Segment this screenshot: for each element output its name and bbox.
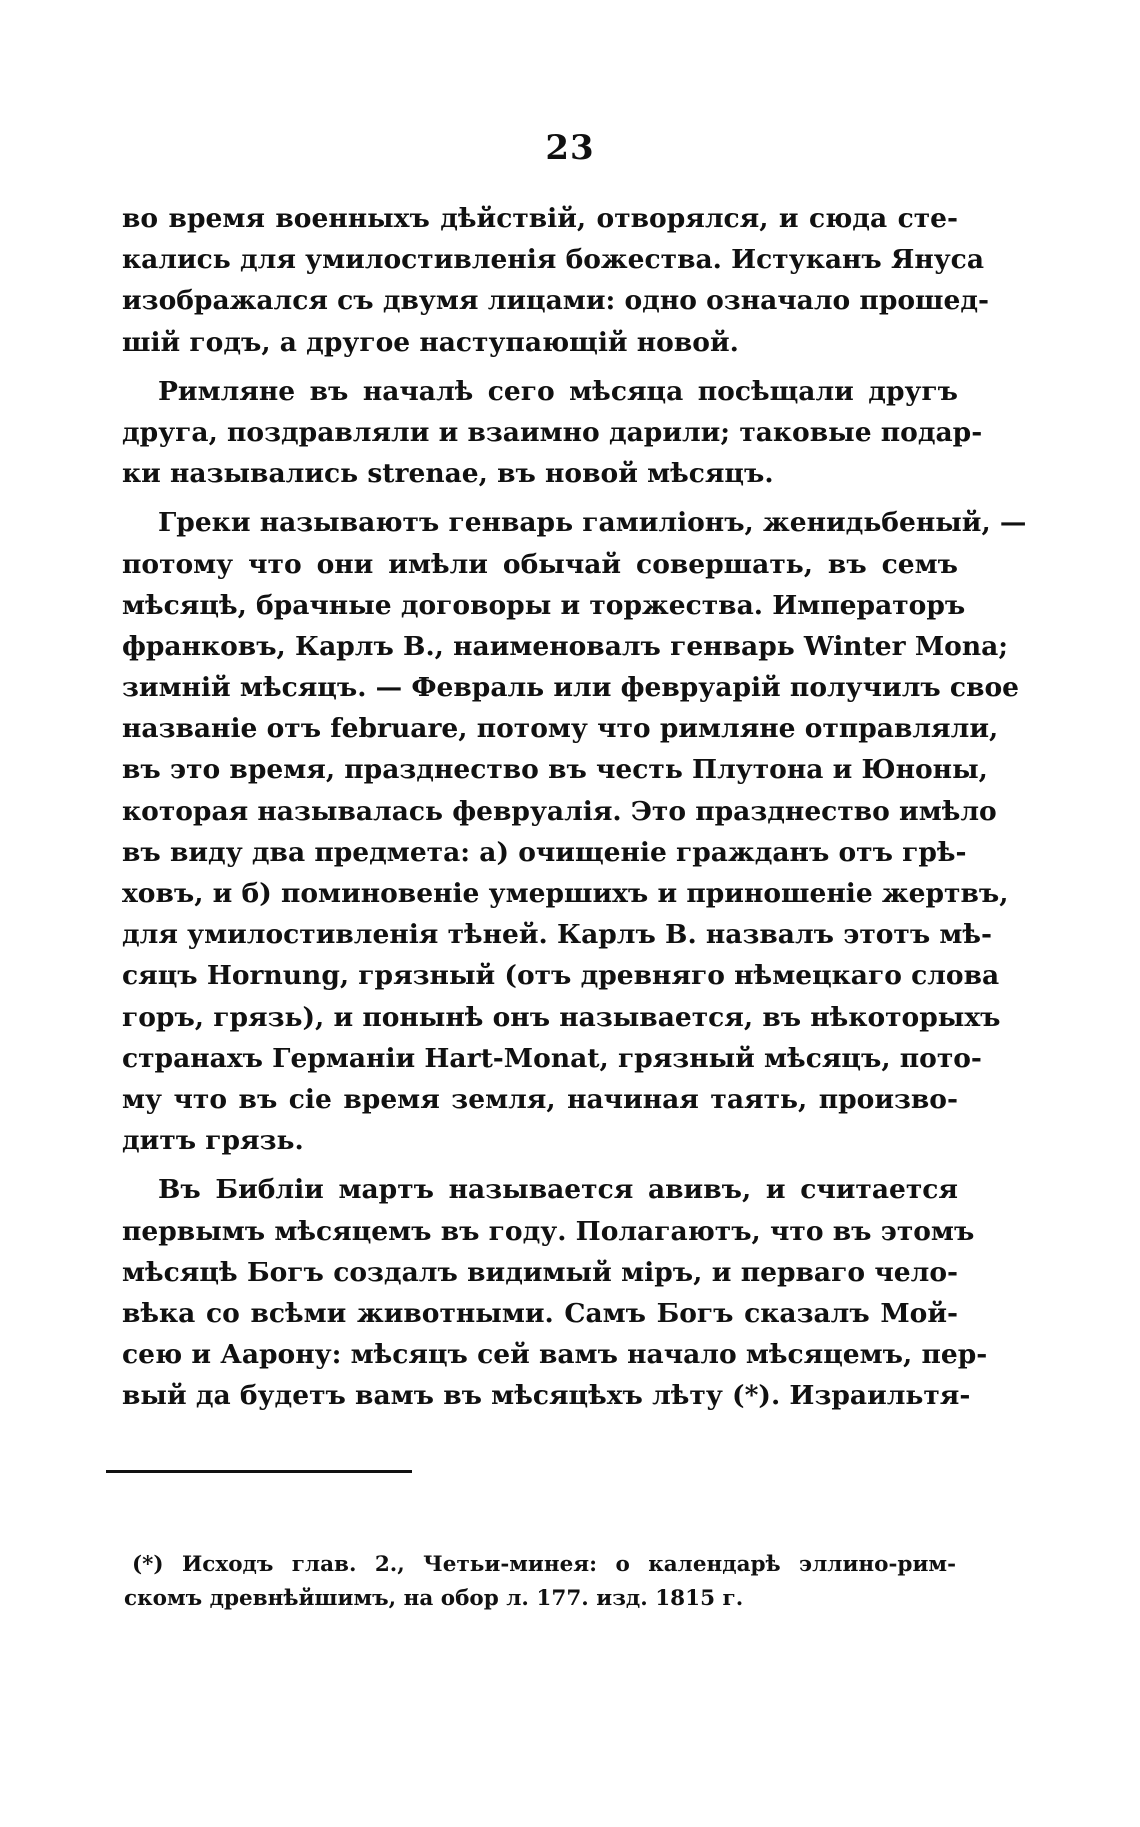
page-number: 23 [545, 128, 595, 168]
paragraph-gap [122, 494, 958, 502]
body-text [122, 198, 1027, 1416]
paragraph-gap [122, 363, 958, 371]
text-line: му что въ сіе время земля, начиная таять, произво- [122, 1083, 958, 1115]
text-line: во время военныхъ дѣйствій, отворялся, и сюда сте- [122, 203, 958, 234]
text-line: которая называлась февруалія. Это празднество имѣло [122, 795, 997, 827]
text-line: вѣка со всѣми животными. Самъ Богъ сказалъ Мой- [122, 1297, 958, 1329]
text-line: потому что они имѣли обычай совершать, въ семъ [122, 548, 958, 580]
text-line: шій годъ, а другое наступающій новой. [122, 326, 739, 358]
text-line: зимній мѣсяцъ. — Февраль или февруарій получилъ свое [122, 672, 1020, 704]
text-line: мѣсяцѣ, брачные договоры и торжества. Императоръ [122, 589, 966, 621]
text-line: изображался съ двумя лицами: одно означало прошед- [122, 285, 990, 317]
footnote-line: скомъ древнѣйшимъ, на обор л. 177. изд. 1815 г. [124, 1586, 744, 1611]
text-line: въ виду два предмета: а) очищеніе гражданъ отъ грѣ- [122, 836, 967, 868]
text-line: Греки называютъ генварь гамиліонъ, женидьбеный, — [158, 507, 1027, 539]
text-line: первымъ мѣсяцемъ въ году. Полагаютъ, что въ этомъ [122, 1215, 975, 1247]
text-line: Римляне въ началѣ сего мѣсяца посѣщали другъ [158, 375, 958, 407]
text-line: сею и Аарону: мѣсяцъ сей вамъ начало мѣсяцемъ, пер- [122, 1339, 988, 1371]
text-line: горъ, грязь), и понынѣ онъ называется, въ нѣкоторыхъ [122, 1001, 1001, 1033]
text-line: Въ Библіи мартъ называется авивъ, и считается [158, 1174, 958, 1206]
text-line: мѣсяцѣ Богъ создалъ видимый міръ, и перваго чело- [122, 1256, 958, 1288]
text-line: въ это время, празднество въ честь Плутона и Юноны, [122, 754, 988, 786]
text-line: кались для умилостивленія божества. Истуканъ Януса [122, 244, 984, 276]
text-line: ховъ, и б) поминовеніе умершихъ и приношеніе жертвъ, [122, 878, 1009, 909]
text-line: дитъ грязь. [122, 1125, 304, 1157]
text-line: ки назывались strenae, въ новой мѣсяцъ. [122, 458, 774, 490]
text-line: друга, поздравляли и взаимно дарили; таковые подар- [122, 416, 983, 448]
footnote-line: (*) Исходъ глав. 2., Четьи-минея: о календарѣ эллино-рим- [132, 1552, 956, 1577]
text-line: названіе отъ februare, потому что римляне отправляли, [122, 713, 999, 745]
footnote-separator [106, 1470, 412, 1473]
text-line: странахъ Германіи Hart-Monat, грязный мѣсяцъ, пото- [122, 1042, 982, 1074]
text-line: сяцъ Hornung, грязный (отъ древняго нѣмецкаго слова [122, 960, 1000, 992]
text-line: франковъ, Карлъ В., наименовалъ генварь Winter Mona; [122, 630, 1009, 662]
text-line: вый да будетъ вамъ въ мѣсяцѣхъ лѣту (*). Израильтя- [122, 1380, 971, 1412]
text-line: для умилостивленія тѣней. Карлъ В. назвалъ этотъ мѣ- [122, 919, 993, 951]
paragraph-gap [122, 1161, 958, 1169]
footnotes [124, 1548, 956, 1616]
